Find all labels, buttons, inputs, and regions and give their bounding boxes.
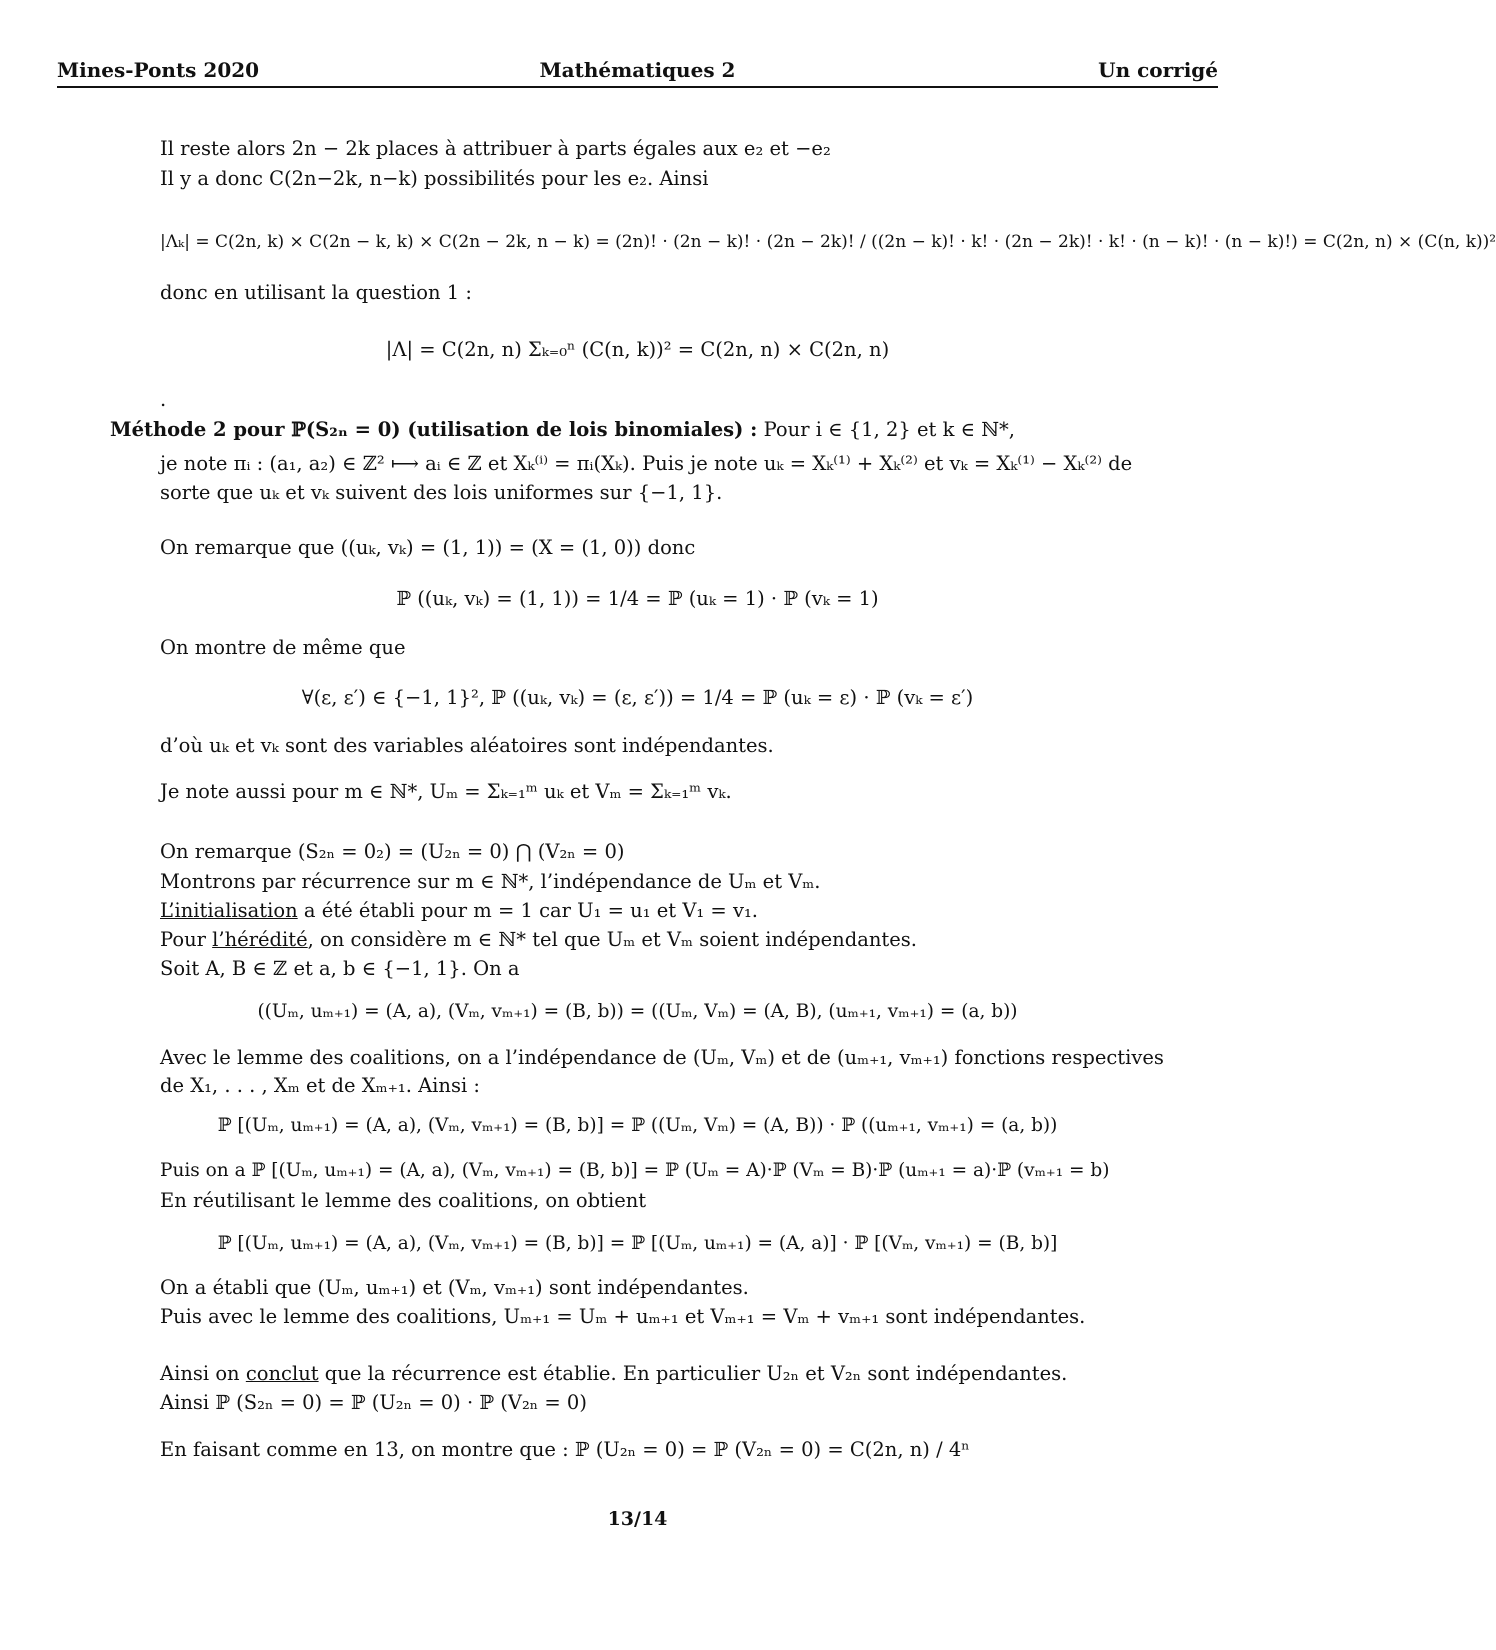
text-line: Ainsi ℙ (S₂ₙ = 0) = ℙ (U₂ₙ = 0) · ℙ (V₂ₙ = 0) [160, 1391, 587, 1414]
text-line: On a établi que (Uₘ, uₘ₊₁) et (Vₘ, vₘ₊₁) sont indépendantes. [160, 1276, 749, 1299]
text-line: Puis avec le lemme des coalitions, Uₘ₊₁ = Uₘ + uₘ₊₁ et Vₘ₊₁ = Vₘ + vₘ₊₁ sont indépendantes. [160, 1305, 1086, 1328]
header-center: Mathématiques 2 [539, 58, 736, 82]
method-2-rest: Pour i ∈ {1, 2} et k ∈ ℕ*, [763, 418, 1015, 441]
underlined-heredite: l’hérédité [212, 928, 308, 951]
equation-forall: ∀(ε, ε′) ∈ {−1, 1}², ℙ ((uₖ, vₖ) = (ε, ε′)) = 1/4 = ℙ (uₖ = ε) · ℙ (vₖ = ε′) [301, 686, 974, 709]
equation-lambda-k: |Λₖ| = C(2n, k) × C(2n − k, k) × C(2n − 2k, n − k) = (2n)! · (2n − k)! · (2n − 2k)! / ((2n − k)! · k! · (2n − 2k)! · k! · (n − k)! · (n − k)!) = C(2n, n) × (C(n, k))² [160, 232, 1496, 252]
text-line: Soit A, B ∈ ℤ et a, b ∈ {−1, 1}. On a [160, 957, 520, 980]
text-span: Ainsi on [160, 1362, 246, 1385]
text-line: je note πᵢ : (a₁, a₂) ∈ ℤ² ⟼ aᵢ ∈ ℤ et Xₖ⁽ⁱ⁾ = πᵢ(Xₖ). Puis je note uₖ = Xₖ⁽¹⁾ + Xₖ⁽²⁾ et vₖ = Xₖ⁽¹⁾ − Xₖ⁽²⁾ de [160, 452, 1133, 475]
equation-coalitions-1: ℙ [(Uₘ, uₘ₊₁) = (A, a), (Vₘ, vₘ₊₁) = (B, b)] = ℙ ((Uₘ, Vₘ) = (A, B)) · ℙ ((uₘ₊₁, vₘ₊₁) = (a, b)) [217, 1115, 1058, 1136]
text-line: Puis on a ℙ [(Uₘ, uₘ₊₁) = (A, a), (Vₘ, vₘ₊₁) = (B, b)] = ℙ (Uₘ = A)·ℙ (Vₘ = B)·ℙ (uₘ₊₁ = a)·ℙ (vₘ₊₁ = b) [160, 1160, 1110, 1181]
text-line: En faisant comme en 13, on montre que : ℙ (U₂ₙ = 0) = ℙ (V₂ₙ = 0) = C(2n, n) / 4ⁿ [160, 1438, 970, 1461]
method-2-heading [110, 418, 1015, 442]
method-2-title: Méthode 2 pour ℙ(S₂ₙ = 0) (utilisation de lois binomiales) : [110, 418, 758, 441]
text-line: de X₁, . . . , Xₘ et de Xₘ₊₁. Ainsi : [160, 1074, 480, 1097]
text-line: On remarque (S₂ₙ = 0₂) = (U₂ₙ = 0) ⋂ (V₂ₙ = 0) [160, 840, 625, 863]
page-header [57, 56, 1218, 88]
page-number: 13/14 [607, 1508, 668, 1530]
equation-coalitions-2: ℙ [(Uₘ, uₘ₊₁) = (A, a), (Vₘ, vₘ₊₁) = (B, b)] = ℙ [(Uₘ, uₘ₊₁) = (A, a)] · ℙ [(Vₘ, vₘ₊₁) = (B, b)] [217, 1233, 1058, 1254]
text-line: Il y a donc C(2n−2k, n−k) possibilités pour les e₂. Ainsi [160, 167, 709, 190]
text-line: Montrons par récurrence sur m ∈ ℕ*, l’indépendance de Uₘ et Vₘ. [160, 870, 821, 893]
equation-p-uv: ℙ ((uₖ, vₖ) = (1, 1)) = 1/4 = ℙ (uₖ = 1) · ℙ (vₖ = 1) [396, 587, 879, 610]
equation-lambda: |Λ| = C(2n, n) Σₖ₌₀ⁿ (C(n, k))² = C(2n, n) × C(2n, n) [385, 338, 890, 361]
text-span: que la récurrence est établie. En particulier U₂ₙ et V₂ₙ sont indépendantes. [318, 1362, 1068, 1385]
text-dot: . [160, 388, 167, 411]
text-line: On montre de même que [160, 636, 406, 659]
text-span: a été établi pour m = 1 car U₁ = u₁ et V₁ = v₁. [297, 899, 758, 922]
text-line [160, 928, 917, 952]
text-line [160, 1362, 1067, 1386]
text-line: sorte que uₖ et vₖ suivent des lois uniformes sur {−1, 1}. [160, 481, 723, 504]
text-line: Il reste alors 2n − 2k places à attribuer à parts égales aux e₂ et −e₂ [160, 137, 831, 160]
equation-events: ((Uₘ, uₘ₊₁) = (A, a), (Vₘ, vₘ₊₁) = (B, b)) = ((Uₘ, Vₘ) = (A, B), (uₘ₊₁, vₘ₊₁) = (a, b)) [257, 1001, 1018, 1022]
header-left: Mines-Ponts 2020 [57, 58, 260, 82]
text-line: En réutilisant le lemme des coalitions, on obtient [160, 1189, 647, 1212]
underlined-conclut: conclut [245, 1362, 319, 1385]
text-line: donc en utilisant la question 1 : [160, 281, 472, 304]
text-line: Je note aussi pour m ∈ ℕ*, Uₘ = Σₖ₌₁ᵐ uₖ et Vₘ = Σₖ₌₁ᵐ vₖ. [160, 780, 732, 803]
text-line [160, 899, 758, 923]
text-line: Avec le lemme des coalitions, on a l’indépendance de (Uₘ, Vₘ) et de (uₘ₊₁, vₘ₊₁) fonctions respectives [160, 1046, 1164, 1069]
underlined-initialisation: L’initialisation [160, 899, 298, 922]
header-right: Un corrigé [1098, 58, 1218, 82]
text-line: On remarque que ((uₖ, vₖ) = (1, 1)) = (X = (1, 0)) donc [160, 536, 696, 559]
text-span: , on considère m ∈ ℕ* tel que Uₘ et Vₘ soient indépendantes. [307, 928, 917, 951]
text-line: d’où uₖ et vₖ sont des variables aléatoires sont indépendantes. [160, 734, 774, 757]
text-span: Pour [160, 928, 213, 951]
